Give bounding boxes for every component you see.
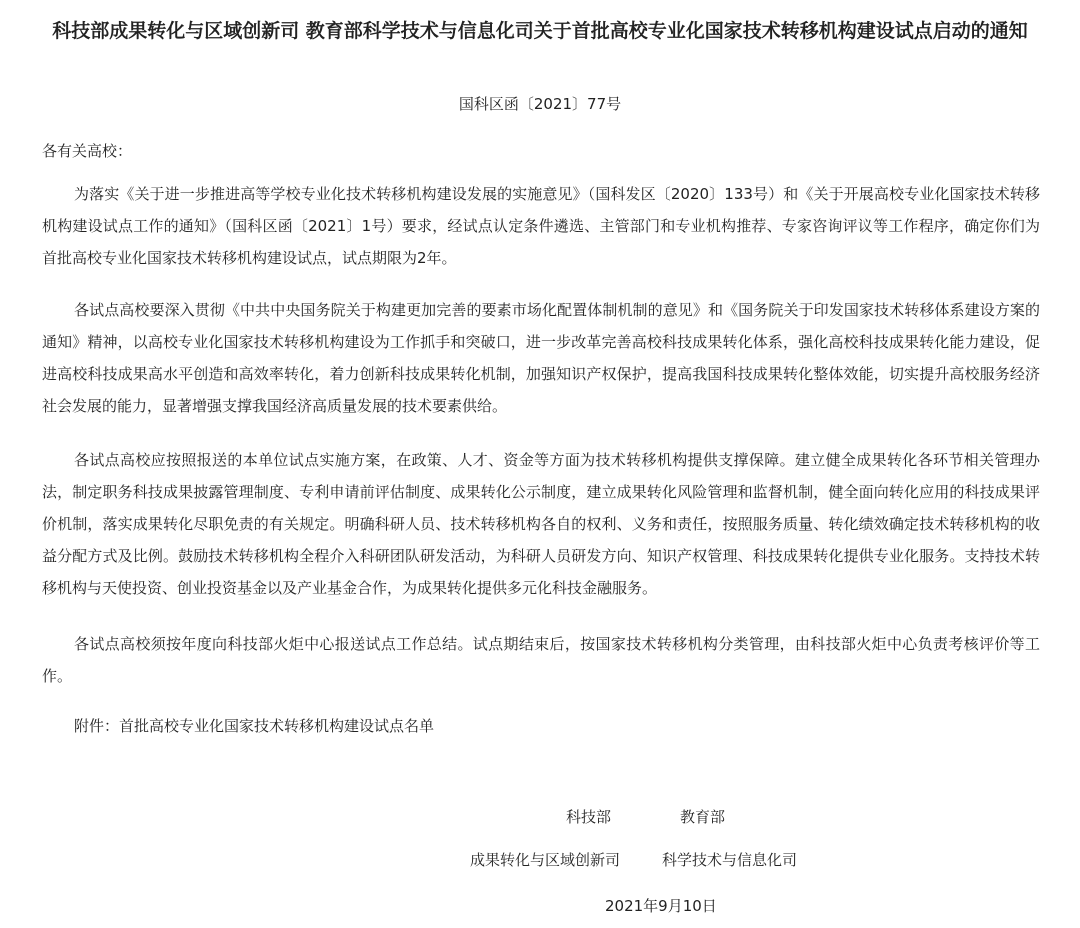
- body-paragraph-1: 为落实《关于进一步推进高等学校专业化技术转移机构建设发展的实施意见》（国科发区〔2020〕133号）和《关于开展高校专业化国家技术转移机构建设试点工作的通知》（国科区函〔2021〕1号）要求，经试点认定条件遴选、主管部门和专业机构推荐、专家咨询评议等工作程序，确定你们为首批高校专业化国家技术转移机构建设试点，试点期限为2年。: [42, 185, 1040, 267]
- body-paragraph-4: 各试点高校须按年度向科技部火炬中心报送试点工作总结。试点期结束后，按国家技术转移机构分类管理，由科技部火炬中心负责考核评价等工作。: [42, 635, 1040, 685]
- signature-org-most: 科技部: [566, 808, 612, 826]
- body-paragraph-3: 各试点高校应按照报送的本单位试点实施方案，在政策、人才、资金等方面为技术转移机构提供支撑保障。建立健全成果转化各环节相关管理办法，制定职务科技成果披露管理制度、专利申请前评估制度、成果转化公示制度，建立成果转化风险管理和监督机制，健全面向转化应用的科技成果评价机制，落实成果转化尽职免责的有关规定。明确科研人员、技术转移机构各自的权利、义务和责任，按照服务质量、转化绩效确定技术转移机构的收益分配方式及比例。鼓励技术转移机构全程介入科研团队研发活动，为科研人员研发方向、知识产权管理、科技成果转化提供专业化服务。支持技术转移机构与天使投资、创业投资基金以及产业基金合作，为成果转化提供多元化科技金融服务。: [42, 451, 1040, 597]
- signature-dept-most: 成果转化与区域创新司: [470, 851, 621, 869]
- body-paragraph-2: 各试点高校要深入贯彻《中共中央国务院关于构建更加完善的要素市场化配置体制机制的意见》和《国务院关于印发国家技术转移体系建设方案的通知》精神，以高校专业化国家技术转移机构建设为工作抓手和突破口，进一步改革完善高校科技成果转化体系，强化高校科技成果转化能力建设，促进高校科技成果高水平创造和高效率转化，着力创新科技成果转化机制，加强知识产权保护，提高我国科技成果转化整体效能，切实提升高校服务经济社会发展的能力，显著增强支撑我国经济高质量发展的技术要素供给。: [42, 301, 1040, 415]
- signature-dept-moe: 科学技术与信息化司: [662, 851, 798, 869]
- document-number: 国科区函〔2021〕77号: [458, 95, 622, 113]
- salutation: 各有关高校：: [42, 142, 133, 160]
- signature-org-moe: 教育部: [680, 808, 726, 826]
- attachment-line: 附件：首批高校专业化国家技术转移机构建设试点名单: [74, 717, 435, 735]
- document-title: 科技部成果转化与区域创新司 教育部科学技术与信息化司关于首批高校专业化国家技术转移机构建设试点启动的通知: [52, 20, 1028, 42]
- signature-date: 2021年9月10日: [605, 897, 717, 915]
